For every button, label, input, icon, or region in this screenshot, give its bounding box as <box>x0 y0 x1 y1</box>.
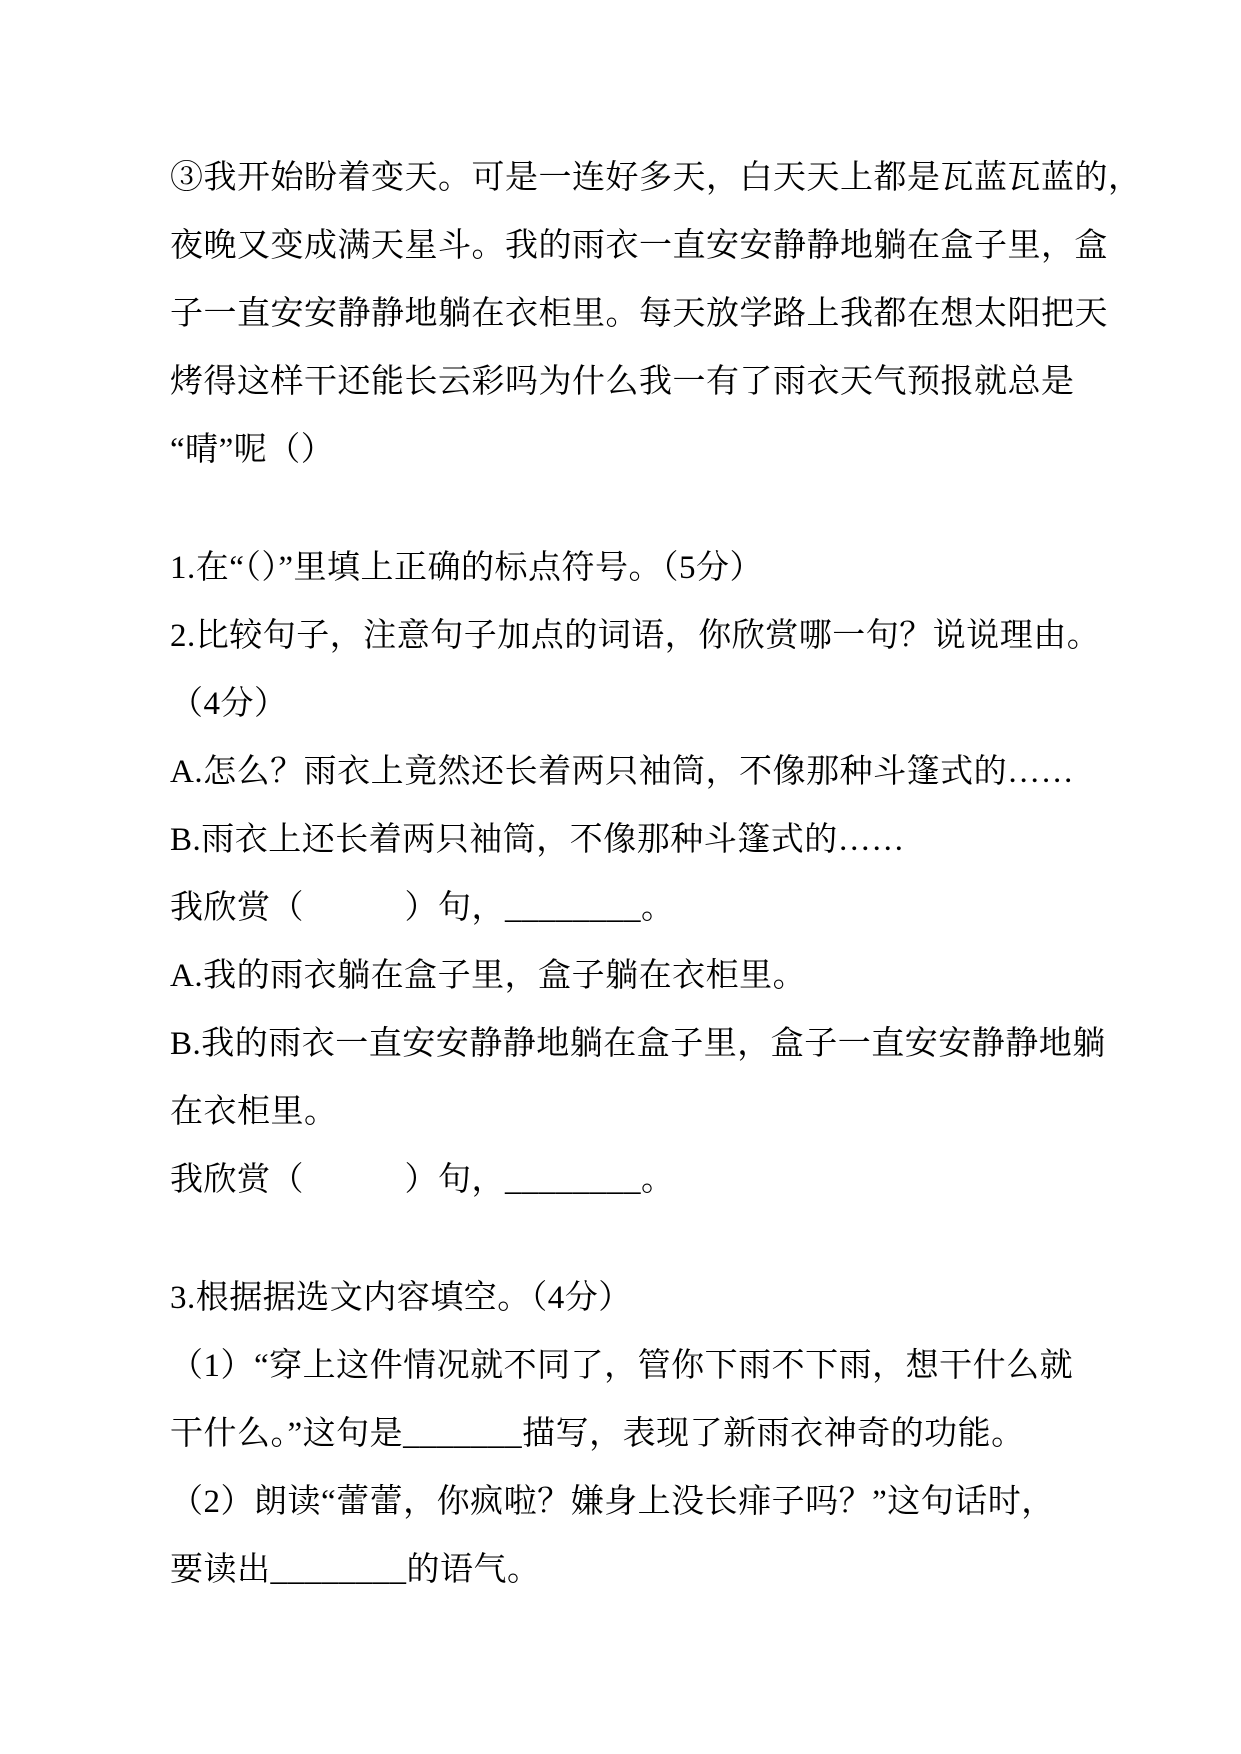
question-2-answer-1: 我欣赏（ ）句，________。 <box>170 890 675 926</box>
question-3-2-line-1: （2）朗读“蕾蕾，你疯啦？嫌身上没长痱子吗？”这句话时， <box>170 1484 1055 1520</box>
question-2-option-b1: B.雨衣上还长着两只袖筒，不像那种斗篷式的…… <box>170 822 905 858</box>
question-3-1-line-2: 干什么。”这句是_______描写，表现了新雨衣神奇的功能。 <box>170 1416 1025 1452</box>
question-2-points: （4分） <box>170 686 288 722</box>
passage-line-1: ③我开始盼着变天。可是一连好多天，白天天上都是瓦蓝瓦蓝的， <box>170 160 1142 196</box>
question-3-2-line-2: 要读出________的语气。 <box>170 1552 541 1588</box>
question-2-answer-2: 我欣赏（ ）句，________。 <box>170 1162 675 1198</box>
passage-line-3: 子一直安安静静地躺在衣柜里。每天放学路上我都在想太阳把天 <box>170 296 1108 332</box>
question-2-option-a1: A.怎么？雨衣上竟然还长着两只袖筒，不像那种斗篷式的…… <box>170 754 1075 790</box>
question-3: 3.根据据选文内容填空。（4分） <box>170 1280 632 1316</box>
question-2-option-b2-line-2: 在衣柜里。 <box>170 1094 338 1130</box>
passage-line-4: 烤得这样干还能长云彩吗为什么我一有了雨衣天气预报就总是 <box>170 364 1075 400</box>
question-3-1-line-1: （1）“穿上这件情况就不同了，管你下雨不下雨，想干什么就 <box>170 1348 1074 1384</box>
question-1: 1.在“（）”里填上正确的标点符号。（5分） <box>170 550 764 586</box>
passage-line-2: 夜晚又变成满天星斗。我的雨衣一直安安静静地躺在盒子里，盒 <box>170 228 1108 264</box>
section-gap-2 <box>170 1214 1090 1264</box>
section-gap-1 <box>170 484 1090 534</box>
passage-line-5: “晴”呢（） <box>170 432 335 468</box>
question-2-line-1: 2.比较句子，注意句子加点的词语，你欣赏哪一句？说说理由。 <box>170 618 1101 654</box>
exam-text-block <box>170 144 1142 1604</box>
question-2-option-a2: A.我的雨衣躺在盒子里，盒子躺在衣柜里。 <box>170 958 807 994</box>
question-2-option-b2-line-1: B.我的雨衣一直安安静静地躺在盒子里，盒子一直安安静静地躺 <box>170 1026 1106 1062</box>
